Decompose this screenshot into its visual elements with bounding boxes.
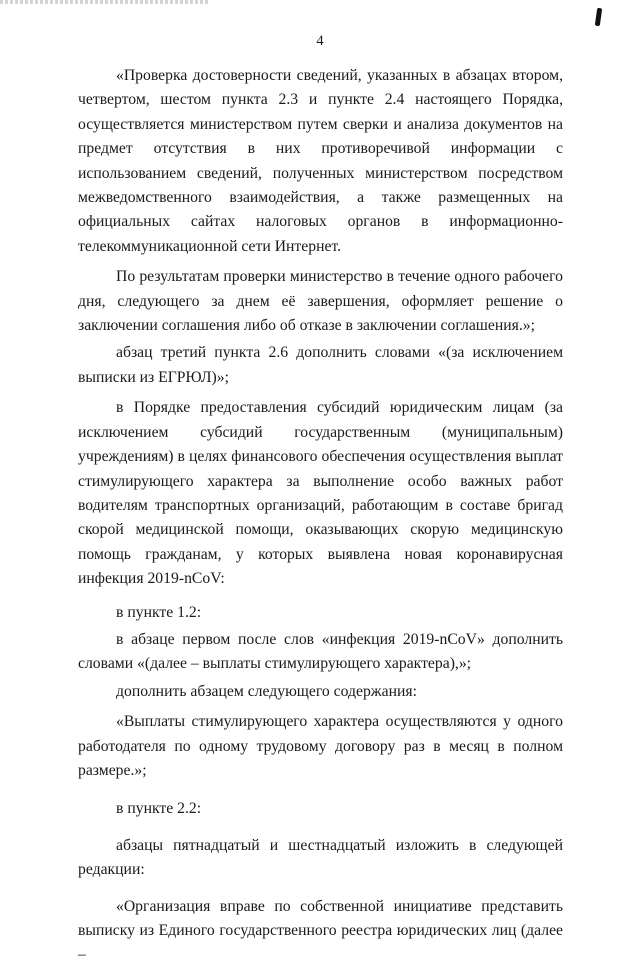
paragraph-procedure-subsidies: в Порядке предоставления субсидий юридическим лицам (за исключением субсидий государственным (муниципальным) учреждениям) в целях финансового обеспечения осуществления выплат стимулирующего характера за выполнение особо важных работ водителям транспортных организаций, работающим в составе бригад скорой медицинской помощи, оказывающих скорую медицинскую помощь гражданам, у которых выявлена новая коронавирусная инфекция 2019-nCoV:: [78, 399, 563, 588]
paragraph-item-2-2: в пункте 2.2:: [116, 800, 202, 818]
page-number: 4: [316, 33, 324, 49]
paragraph-verification: «Проверка достоверности сведений, указанных в абзацах втором, четвертом, шестом пункта 2.3 и пункте 2.4 настоящего Порядка, осуществляется министерством путем сверки и анализа документов на предмет отсутствия в них противоречивой информации с использованием сведений, полученных министерством посредством межведомственного взаимодействия, а также размещенных на официальных сайтах налоговых органов в информационно-телекоммуникационной сети Интернет.: [78, 67, 563, 255]
scan-artifact-top: [0, 0, 210, 4]
paragraph-amend-15-16: абзацы пятнадцатый и шестнадцатый изложить в следующей редакции:: [78, 836, 563, 879]
scan-artifact-mark: [595, 8, 602, 27]
paragraph-payments-text: «Выплаты стимулирующего характера осуществляются у одного работодателя по одному трудовому договору раз в месяц в полном размере.»;: [78, 713, 563, 779]
paragraph-results: По результатам проверки министерство в течение одного рабочего дня, следующего за днем её завершения, оформляет решение о заключении соглашения либо об отказе в заключении соглашения.»;: [78, 268, 563, 335]
paragraph-organization-right: «Организация вправе по собственной инициативе представить выписку из Единого государственного реестра юридических лиц (далее –: [78, 897, 563, 964]
paragraph-item-1-2: в пункте 1.2:: [116, 603, 202, 621]
paragraph-add-abzac: дополнить абзацем следующего содержания:: [116, 682, 417, 700]
paragraph-amend-first-abzac: в абзаце первом после слов «инфекция 2019-nCoV» дополнить словами «(далее – выплаты стимулирующего характера),»;: [78, 630, 563, 673]
paragraph-amend-2-6: абзац третий пункта 2.6 дополнить словами «(за исключением выписки из ЕГРЮЛ)»;: [78, 344, 563, 386]
document-body: [78, 64, 563, 968]
